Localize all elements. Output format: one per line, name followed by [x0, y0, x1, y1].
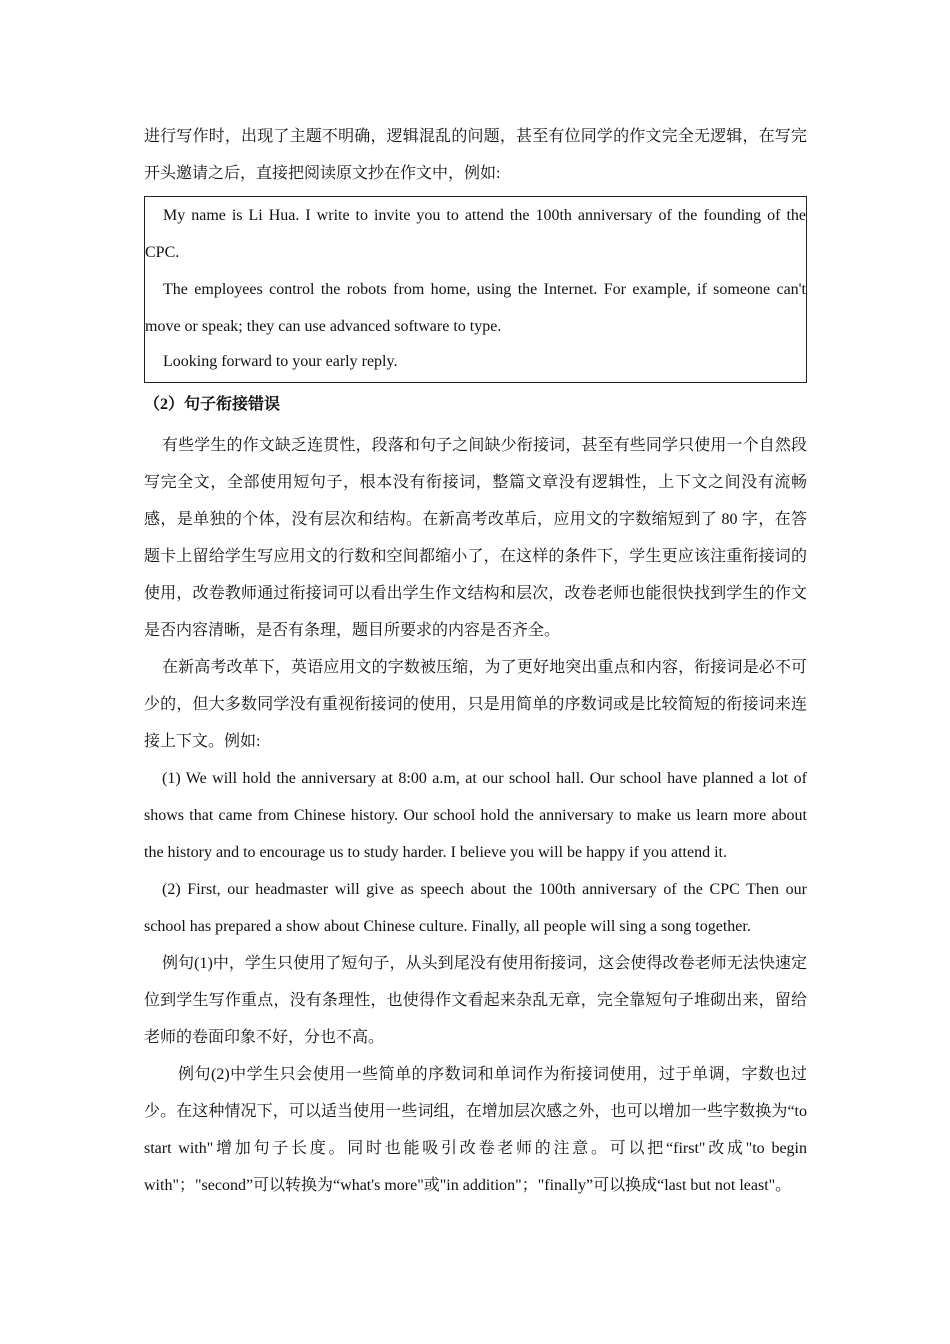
example-essay-box — [144, 196, 807, 383]
body-paragraph-3: 例句(1)中，学生只使用了短句子，从头到尾没有使用衔接词，这会使得改卷老师无法快速定位到学生写作重点，没有条理性，也使得作文看起来杂乱无章，完全靠短句子堆砌出来，留给老师的卷面印象不好，分也不高。 — [144, 955, 807, 1046]
body-paragraph-4: 例句(2)中学生只会使用一些简单的序数词和单词作为衔接词使用，过于单调，字数也过少。在这种情况下，可以适当使用一些词组，在增加层次感之外，也可以增加一些字数换为“to start with"增加句子长度。同时也能吸引改卷老师的注意。可以把“first"改成"to begin with"；"second”可以转换为“what's more"或"in addition"；"finally”可以换成“last but not least"。 — [144, 1066, 807, 1194]
section-heading: （2）句子衔接错误 — [144, 396, 281, 413]
body-paragraph-1: 有些学生的作文缺乏连贯性，段落和句子之间缺少衔接词，甚至有些同学只使用一个自然段写完全文，全部使用短句子，根本没有衔接词，整篇文章没有逻辑性，上下文之间没有流畅感，是单独的个体，没有层次和结构。在新高考改革后，应用文的字数缩短到了 80 字，在答题卡上留给学生写应用文的行数和空间都缩小了，在这样的条件下，学生更应该注重衔接词的使用，改卷教师通过衔接词可以看出学生作文结构和层次，改卷老师也能很快找到学生的作文是否内容清晰，是否有条理，题目所要求的内容是否齐全。 — [144, 437, 807, 639]
document-page — [144, 118, 807, 1204]
example-sentence-2: (2) First, our headmaster will give as speech about the 100th anniversary of the CPC Then our school has prepared a show about Chinese culture. Finally, all people will sing a song together. — [144, 881, 807, 935]
example-box-paragraph-2: The employees control the robots from home, using the Internet. For example, if someone can't move or speak; they can use advanced software to type. — [145, 281, 806, 335]
example-box-paragraph-3: Looking forward to your early reply. — [163, 353, 398, 370]
body-paragraph-2: 在新高考改革下，英语应用文的字数被压缩，为了更好地突出重点和内容，衔接词是必不可少的，但大多数同学没有重视衔接词的使用，只是用简单的序数词或是比较简短的衔接词来连接上下文。例如: — [144, 659, 807, 750]
example-sentence-1: (1) We will hold the anniversary at 8:00 a.m, at our school hall. Our school have planned a lot of shows that came from Chinese history. Our school hold the anniversary to make us learn more about the history and to encourage us to study harder. I believe you will be happy if you attend it. — [144, 770, 807, 861]
example-box-paragraph-1: My name is Li Hua. I write to invite you to attend the 100th anniversary of the founding of the CPC. — [145, 207, 806, 261]
intro-paragraph: 进行写作时，出现了主题不明确，逻辑混乱的问题，甚至有位同学的作文完全无逻辑，在写完开头邀请之后，直接把阅读原文抄在作文中，例如: — [144, 128, 807, 182]
